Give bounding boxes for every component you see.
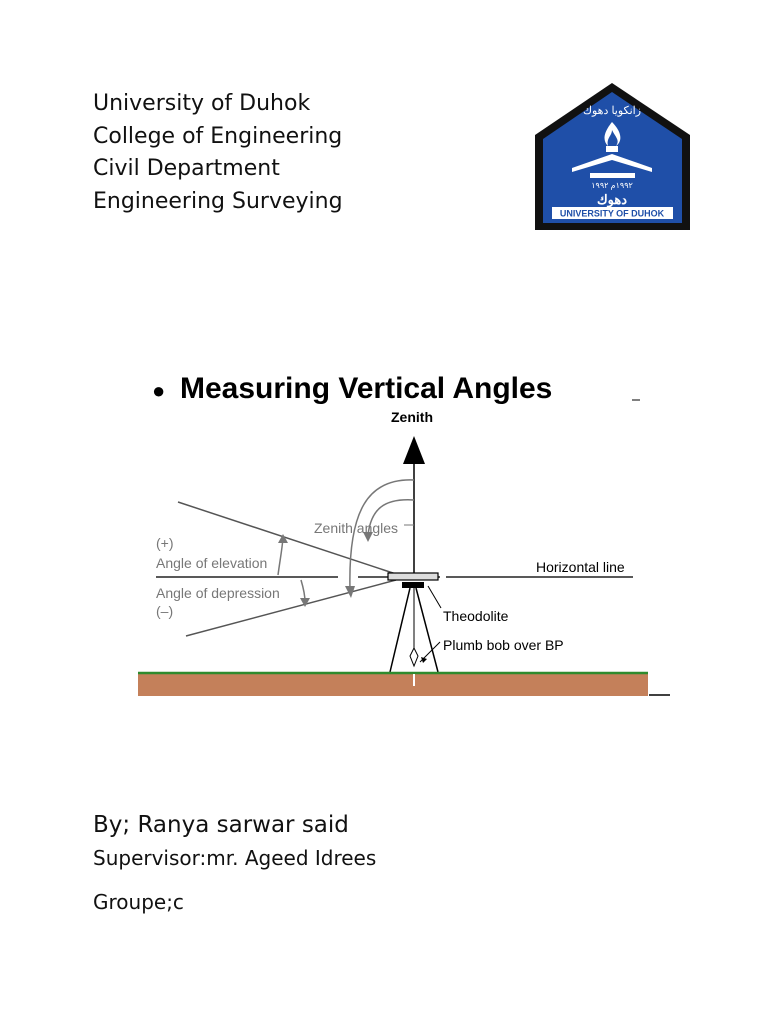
college-name: College of Engineering (93, 123, 343, 149)
supervisor-line: Supervisor:mr. Ageed Idrees (93, 846, 377, 870)
logo-arabic-top: زانكويا دهوك (582, 105, 642, 117)
book-stand (590, 173, 635, 178)
group-line: Groupe;c (93, 890, 184, 914)
university-logo (530, 80, 695, 235)
zenith-label: Zenith (391, 409, 433, 425)
zenith-angles-label: Zenith angles (314, 520, 399, 536)
logo-label: UNIVERSITY OF DUHOK (559, 208, 665, 219)
vertical-angles-figure (138, 360, 678, 705)
course-name: Engineering Surveying (93, 188, 343, 214)
plumb-bob-icon (410, 648, 418, 666)
figure-title: Measuring Vertical Angles (180, 372, 553, 405)
header-block (93, 88, 343, 218)
elevation-arc (278, 538, 283, 575)
theodolite-label: Theodolite (443, 608, 509, 624)
theodolite-body (388, 573, 438, 580)
horizontal-gap-right (440, 572, 446, 581)
zenith-arrow-icon (403, 436, 425, 464)
logo-arabic-bottom: دهوك (596, 192, 628, 207)
angle-elevation-label: Angle of elevation (156, 555, 268, 571)
university-name: University of Duhok (93, 91, 311, 116)
benchmark-point (413, 674, 415, 686)
plumb-bob-label: Plumb bob over BP (443, 637, 564, 653)
department-name: Civil Department (93, 156, 280, 181)
torch-base (606, 146, 618, 152)
theodolite-leader (428, 586, 441, 608)
horizontal-line-label: Horizontal line (536, 559, 625, 575)
angle-depression-label: Angle of depression (156, 585, 280, 601)
author-byline: By; Ranya sarwar said (93, 812, 349, 838)
tripod-leg-right (416, 588, 438, 672)
title-bullet: ● (152, 378, 166, 403)
minus-sign-label: (–) (156, 603, 174, 619)
tripod-leg-left (390, 588, 410, 672)
plus-sign-label: (+) (156, 535, 174, 551)
logo-years: ١٩٩٢م ١٩٩٢ (591, 181, 633, 190)
theodolite-base (402, 582, 424, 588)
ground-strip (138, 674, 648, 696)
horizontal-gap-left (338, 572, 358, 581)
